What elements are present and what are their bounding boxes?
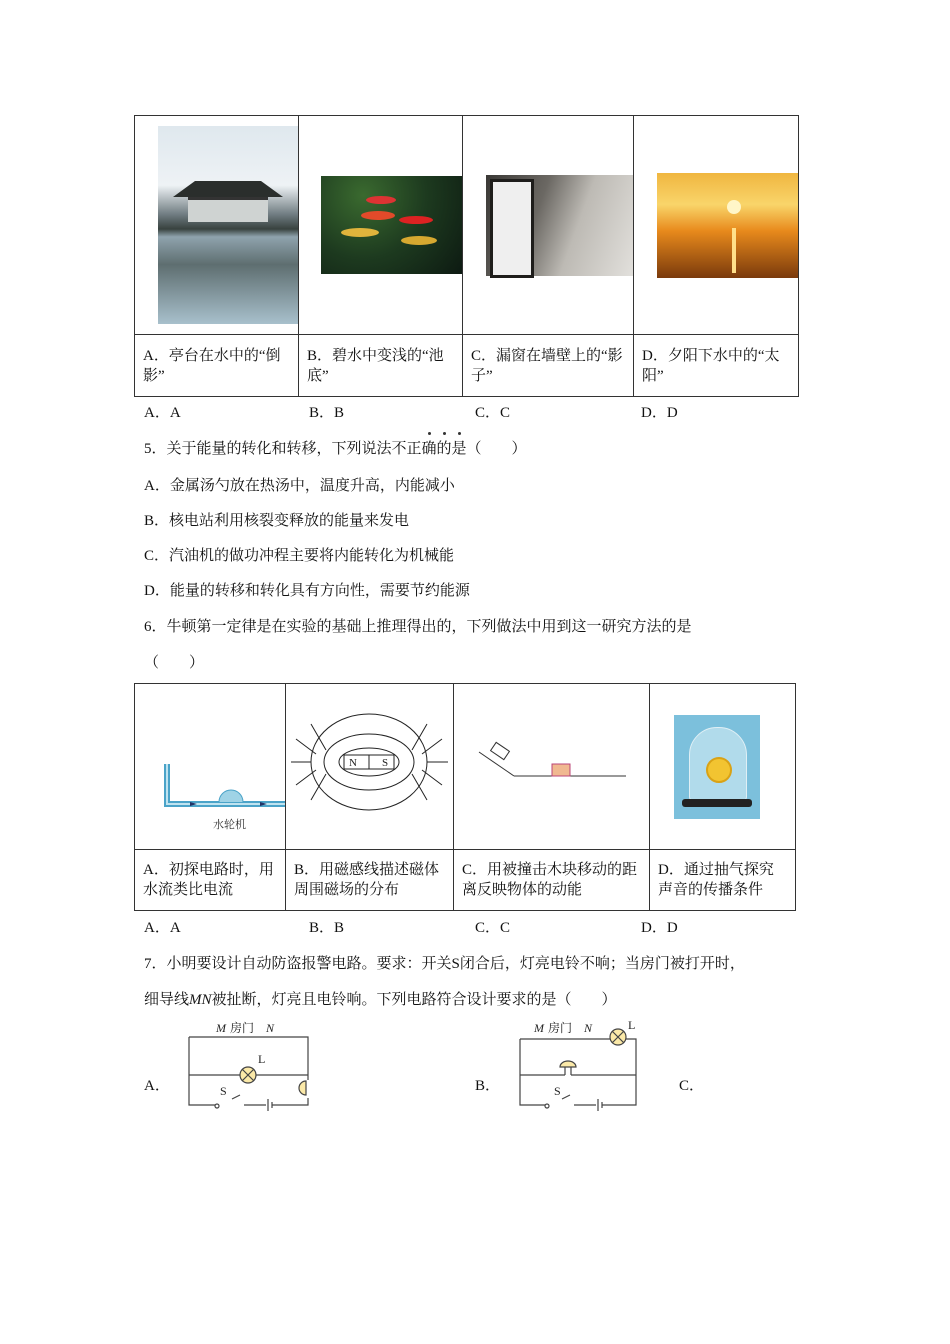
koi-pond-photo xyxy=(321,176,462,274)
q4-answer-a[interactable]: A．A xyxy=(144,405,181,421)
q7-stem-line2 xyxy=(144,988,617,1009)
q6-answer-a[interactable]: A．A xyxy=(144,920,181,936)
q7-stem-post: 被扯断，灯亮且电铃响。下列电路符合设计要求的是（ ） xyxy=(211,992,617,1008)
q4-image-a xyxy=(135,116,299,335)
q4-caption-c: C．漏窗在墙壁上的“影子” xyxy=(463,335,634,397)
q7-wire-label: MN xyxy=(189,992,212,1008)
q7-option-c[interactable]: C． xyxy=(679,1078,705,1094)
q6-caption-d: D．通过抽气探究声音的传播条件 xyxy=(650,850,796,911)
water-wheel-label: 水轮机 xyxy=(213,819,246,831)
circuit-b-switch: S xyxy=(554,1084,561,1098)
q6-image-b xyxy=(286,684,454,850)
q6-stem: 6．牛顿第一定律是在实验的基础上推理得出的，下列做法中用到这一研究方法的是 xyxy=(144,619,692,635)
q6-answer-b[interactable]: B．B xyxy=(309,920,345,936)
circuit-b-diagram xyxy=(510,1015,650,1115)
q4-answer-c[interactable]: C．C xyxy=(475,405,511,421)
circuit-a-lamp: L xyxy=(258,1052,266,1066)
magnet-field-lines-diagram xyxy=(286,684,453,844)
q4-image-d xyxy=(634,116,799,335)
south-pole-label: S xyxy=(382,757,389,769)
q4-caption-d: D．夕阳下水中的“太阳” xyxy=(634,335,799,397)
circuit-a-n: N xyxy=(266,1021,275,1035)
q7-stem-pre: 细导线 xyxy=(144,992,190,1008)
q4-caption-b: B．碧水中变浅的“池底” xyxy=(299,335,463,397)
q6-caption-c: C．用被撞击木块移动的距离反映物体的动能 xyxy=(454,850,650,911)
q5-option-b[interactable]: B．核电站利用核裂变释放的能量来发电 xyxy=(144,513,410,529)
q7-option-b[interactable]: B． xyxy=(475,1078,501,1094)
circuit-b-door: 房门 xyxy=(548,1021,573,1035)
q6-answer-c[interactable]: C．C xyxy=(475,920,511,936)
sunset-water-photo xyxy=(657,173,798,278)
q5-option-d[interactable]: D．能量的转移和转化具有方向性，需要节约能源 xyxy=(144,583,470,599)
circuit-a-door: 房门 xyxy=(230,1021,255,1035)
q6-caption-a: A．初探电路时，用水流类比电流 xyxy=(135,850,286,911)
pavilion-reflection-photo xyxy=(158,126,298,324)
circuit-a-switch: S xyxy=(220,1084,227,1098)
q6-image-a xyxy=(135,684,286,850)
bell-jar-alarm-clock-photo xyxy=(674,715,760,819)
q5-option-c[interactable]: C．汽油机的做功冲程主要将内能转化为机械能 xyxy=(144,548,455,564)
q4-answer-d[interactable]: D．D xyxy=(641,405,678,421)
q6-answer-d[interactable]: D．D xyxy=(641,920,678,936)
q6-caption-b: B．用磁感线描述磁体周围磁场的分布 xyxy=(286,850,454,911)
q4-option-table xyxy=(134,115,799,397)
circuit-a-diagram xyxy=(180,1015,320,1115)
circuit-b-n: N xyxy=(584,1021,593,1035)
north-pole-label: N xyxy=(349,757,357,769)
q7-stem-line1: 7．小明要设计自动防盗报警电路。要求：开关S闭合后，灯亮电铃不响；当房门被打开时， xyxy=(144,956,745,972)
circuit-b-m: M xyxy=(534,1021,544,1035)
q4-caption-a: A．亭台在水中的“倒影” xyxy=(135,335,299,397)
q5-stem: 5．关于能量的转化和转移，下列说法不正确的是（ ） xyxy=(144,441,527,457)
window-shadow-photo xyxy=(486,175,633,276)
incline-block-diagram xyxy=(454,684,649,844)
q4-image-c xyxy=(463,116,634,335)
q6-image-d xyxy=(650,684,796,850)
q4-answer-b[interactable]: B．B xyxy=(309,405,345,421)
q7-option-a[interactable]: A． xyxy=(144,1078,170,1094)
water-wheel-diagram xyxy=(135,684,285,844)
circuit-a-m: M xyxy=(216,1021,226,1035)
q6-image-c xyxy=(454,684,650,850)
q6-paren: （ ） xyxy=(144,655,205,671)
q5-option-a[interactable]: A．金属汤勺放在热汤中，温度升高，内能减小 xyxy=(144,478,455,494)
circuit-b-lamp: L xyxy=(628,1018,636,1032)
q4-image-b xyxy=(299,116,463,335)
q6-option-table xyxy=(134,683,796,911)
